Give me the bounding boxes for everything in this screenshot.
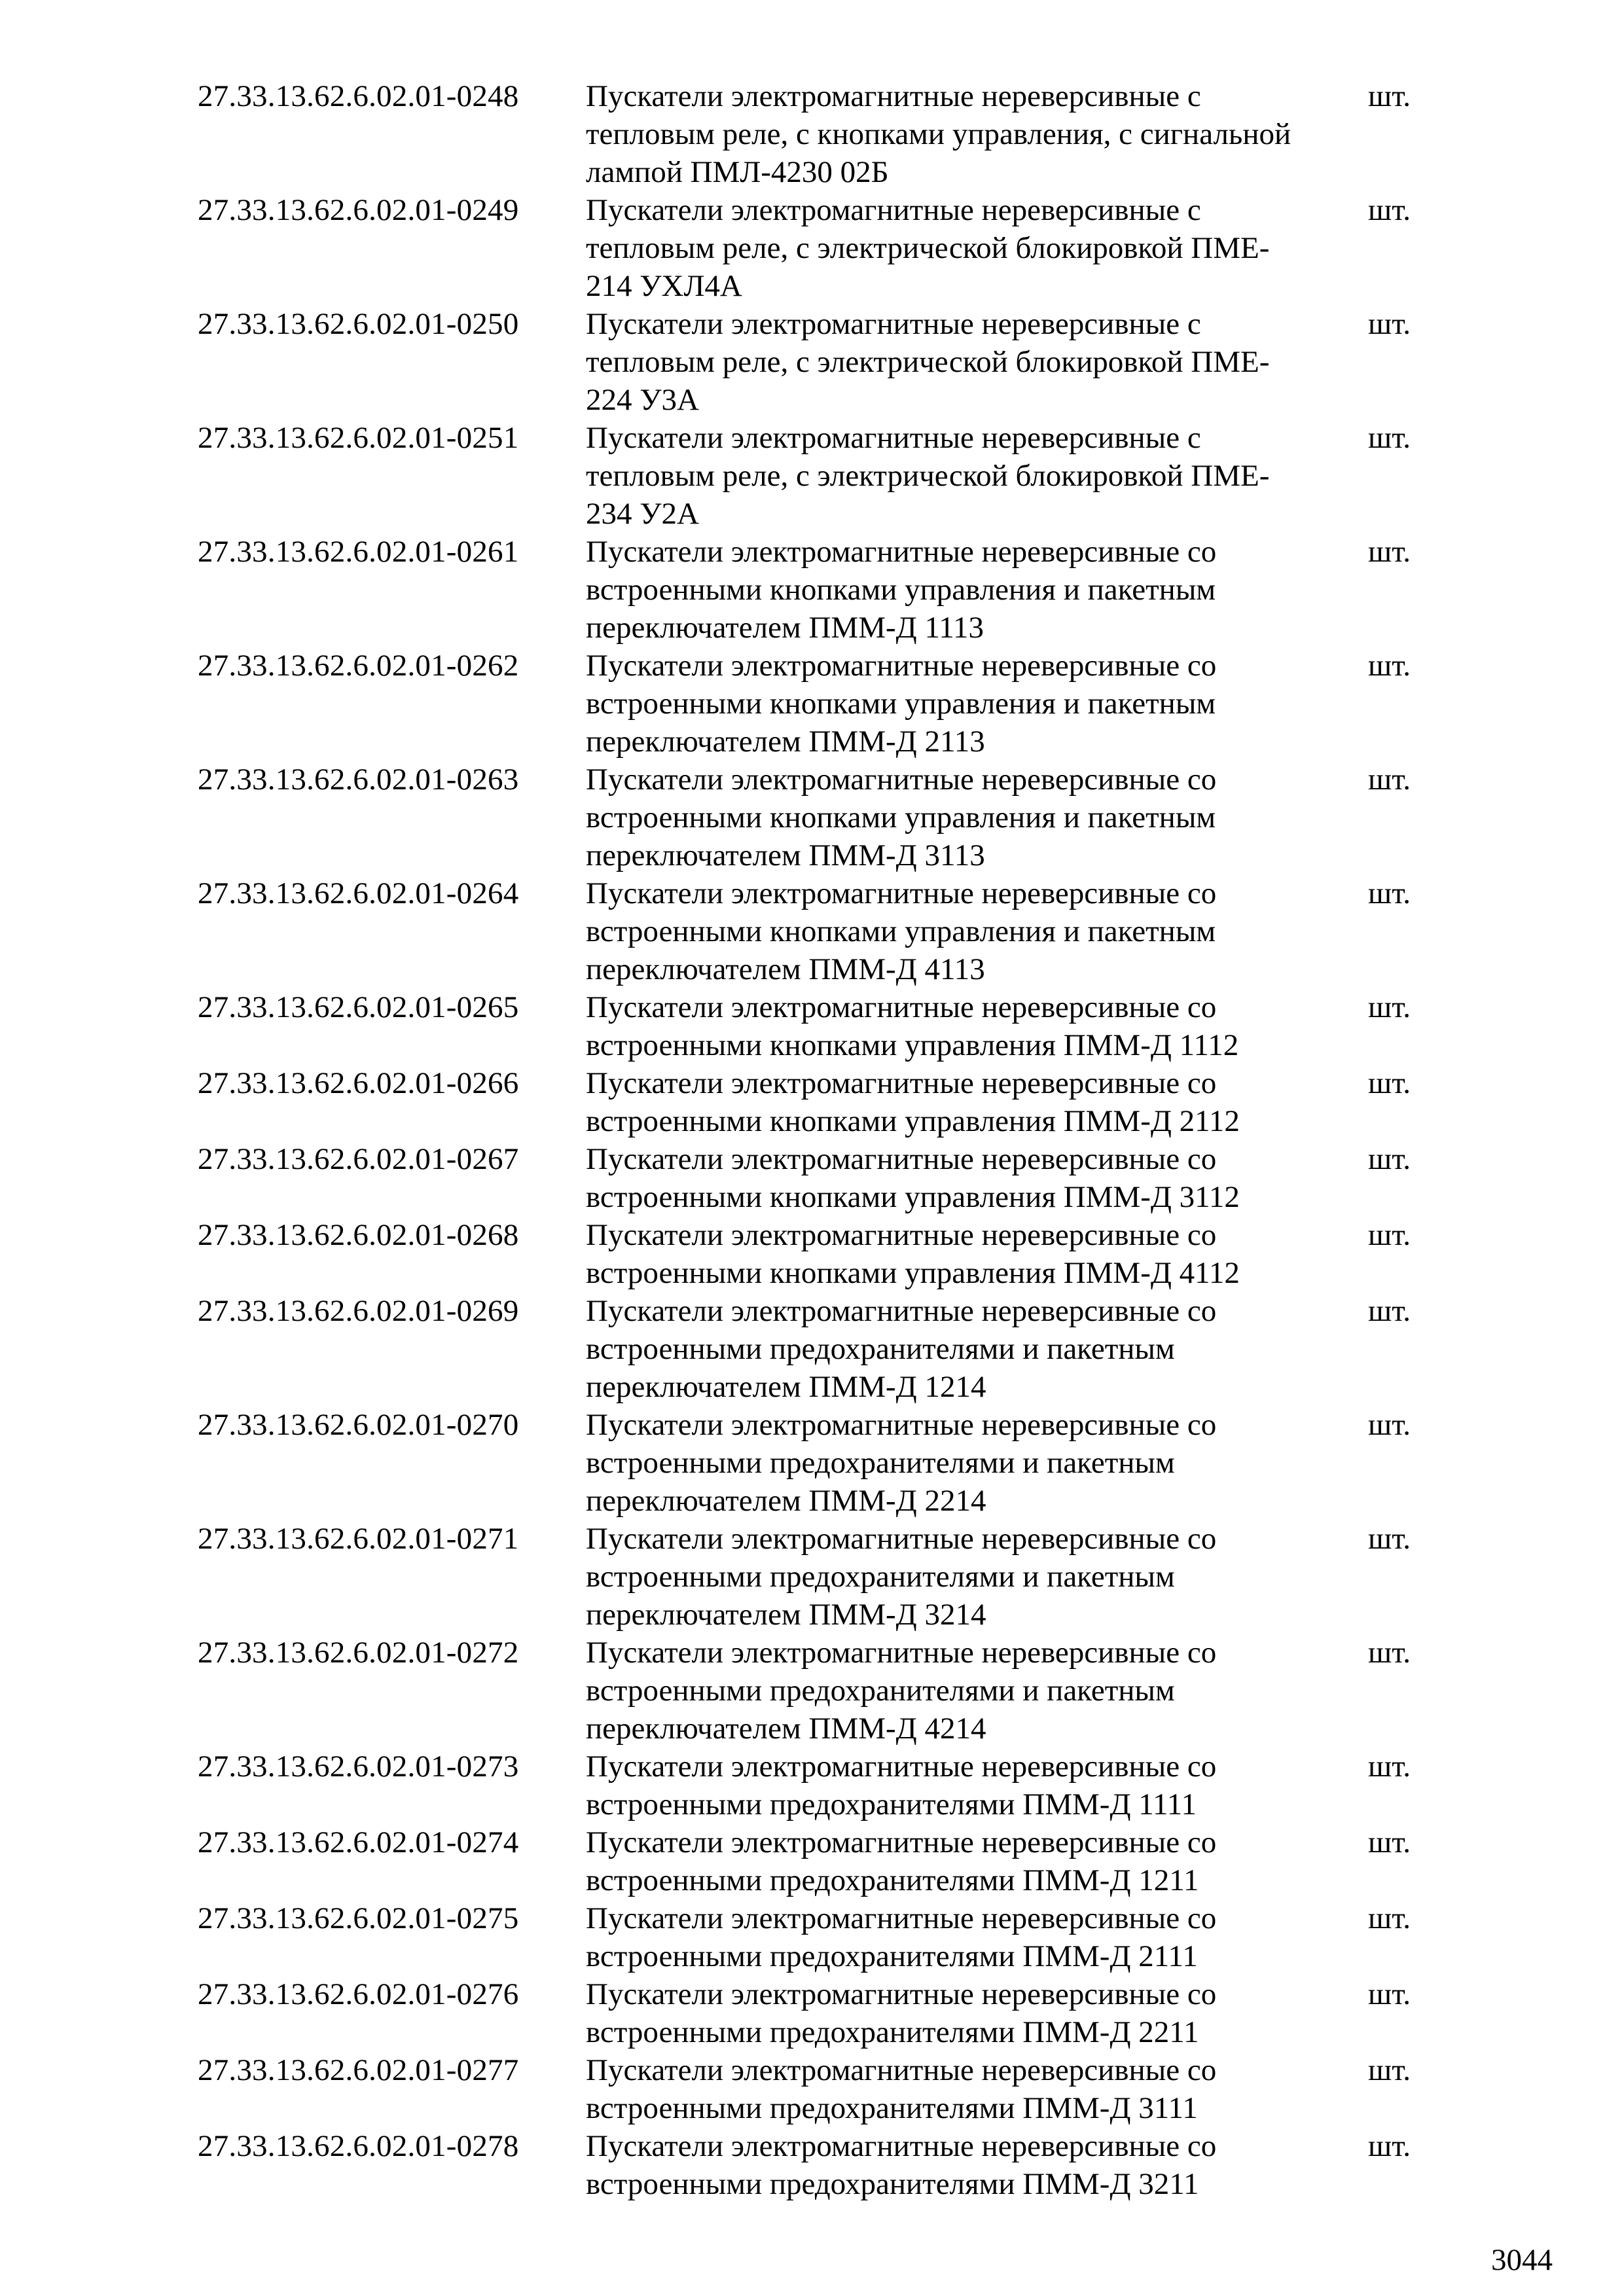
table-row [198, 1064, 1441, 1140]
resource-name: Пускатели электромагнитные нереверсивные со встроенными предохранителями ПММ-Д 1111 [586, 1749, 1217, 1821]
resource-name: Пускатели электромагнитные нереверсивные со встроенными предохранителями и пакетным переключателем ПММ-Д 3214 [586, 1522, 1217, 1632]
table-row [198, 1899, 1441, 1975]
resource-name: Пускатели электромагнитные нереверсивные со встроенными предохранителями ПММ-Д 3211 [586, 2129, 1217, 2201]
unit-of-measure: шт. [1368, 1825, 1411, 1859]
resource-code: 27.33.13.62.6.02.01-0248 [198, 79, 519, 113]
resource-name: Пускатели электромагнитные нереверсивные со встроенными предохранителями ПММ-Д 3111 [586, 2053, 1217, 2125]
resource-name: Пускатели электромагнитные нереверсивные со встроенными кнопками управления ПММ-Д 4112 [586, 1218, 1240, 1290]
resource-code: 27.33.13.62.6.02.01-0273 [198, 1749, 519, 1784]
unit-of-measure: шт. [1368, 2053, 1411, 2087]
resource-name: Пускатели электромагнитные нереверсивные со встроенными кнопками управления и пакетным переключателем ПММ-Д 4113 [586, 876, 1217, 986]
table-row [198, 647, 1441, 761]
unit-of-measure: шт. [1368, 193, 1411, 227]
resource-code: 27.33.13.62.6.02.01-0268 [198, 1218, 519, 1252]
resource-code: 27.33.13.62.6.02.01-0250 [198, 307, 519, 341]
resource-code: 27.33.13.62.6.02.01-0276 [198, 1977, 519, 2011]
table-row [198, 874, 1441, 988]
table-row [198, 77, 1441, 191]
table-row [198, 1975, 1441, 2051]
resource-name: Пускатели электромагнитные нереверсивные с тепловым реле, с электрической блокировкой ПМЕ- 234 У2А [586, 421, 1270, 531]
resource-code: 27.33.13.62.6.02.01-0251 [198, 421, 519, 455]
table-row [198, 419, 1441, 533]
unit-of-measure: шт. [1368, 535, 1411, 569]
unit-of-measure: шт. [1368, 1218, 1411, 1252]
resource-code: 27.33.13.62.6.02.01-0270 [198, 1408, 519, 1442]
resource-name: Пускатели электромагнитные нереверсивные со встроенными предохранителями и пакетным переключателем ПММ-Д 1214 [586, 1294, 1217, 1404]
table-row [198, 1748, 1441, 1823]
unit-of-measure: шт. [1368, 1522, 1411, 1556]
resource-name: Пускатели электромагнитные нереверсивные со встроенными предохранителями и пакетным переключателем ПММ-Д 4214 [586, 1636, 1217, 1746]
unit-of-measure: шт. [1368, 307, 1411, 341]
resource-name: Пускатели электромагнитные нереверсивные со встроенными предохранителями ПММ-Д 2211 [586, 1977, 1217, 2049]
unit-of-measure: шт. [1368, 1636, 1411, 1670]
resource-name: Пускатели электромагнитные нереверсивные со встроенными предохранителями ПММ-Д 1211 [586, 1825, 1217, 1897]
unit-of-measure: шт. [1368, 2129, 1411, 2163]
unit-of-measure: шт. [1368, 990, 1411, 1024]
unit-of-measure: шт. [1368, 1066, 1411, 1100]
table-row [198, 1406, 1441, 1520]
resource-table [198, 77, 1441, 2203]
resource-name: Пускатели электромагнитные нереверсивные со встроенными кнопками управления и пакетным переключателем ПММ-Д 3113 [586, 762, 1217, 872]
resource-code: 27.33.13.62.6.02.01-0262 [198, 649, 519, 683]
resource-name: Пускатели электромагнитные нереверсивные со встроенными кнопками управления ПММ-Д 1112 [586, 990, 1239, 1062]
unit-of-measure: шт. [1368, 762, 1411, 797]
resource-code: 27.33.13.62.6.02.01-0269 [198, 1294, 519, 1328]
table-row [198, 1216, 1441, 1292]
resource-code: 27.33.13.62.6.02.01-0265 [198, 990, 519, 1024]
resource-code: 27.33.13.62.6.02.01-0249 [198, 193, 519, 227]
resource-name: Пускатели электромагнитные нереверсивные со встроенными кнопками управления и пакетным переключателем ПММ-Д 2113 [586, 649, 1217, 759]
page-number: 3044 [1491, 2243, 1553, 2277]
table-row [198, 191, 1441, 305]
resource-name: Пускатели электромагнитные нереверсивные со встроенными кнопками управления ПММ-Д 2112 [586, 1066, 1240, 1138]
resource-code: 27.33.13.62.6.02.01-0267 [198, 1142, 519, 1176]
unit-of-measure: шт. [1368, 1408, 1411, 1442]
resource-name: Пускатели электромагнитные нереверсивные со встроенными предохранителями и пакетным переключателем ПММ-Д 2214 [586, 1408, 1217, 1518]
resource-name: Пускатели электромагнитные нереверсивные со встроенными предохранителями ПММ-Д 2111 [586, 1901, 1217, 1973]
unit-of-measure: шт. [1368, 876, 1411, 910]
resource-code: 27.33.13.62.6.02.01-0275 [198, 1901, 519, 1935]
table-row [198, 1634, 1441, 1748]
resource-code: 27.33.13.62.6.02.01-0266 [198, 1066, 519, 1100]
table-row [198, 2051, 1441, 2127]
resource-name: Пускатели электромагнитные нереверсивные со встроенными кнопками управления ПММ-Д 3112 [586, 1142, 1240, 1214]
resource-name: Пускатели электромагнитные нереверсивные с тепловым реле, с электрической блокировкой ПМЕ- 214 УХЛ4А [586, 193, 1270, 303]
table-row [198, 1292, 1441, 1406]
unit-of-measure: шт. [1368, 649, 1411, 683]
table-row [198, 1520, 1441, 1634]
unit-of-measure: шт. [1368, 1977, 1411, 2011]
resource-code: 27.33.13.62.6.02.01-0278 [198, 2129, 519, 2163]
resource-code: 27.33.13.62.6.02.01-0271 [198, 1522, 519, 1556]
table-row [198, 1140, 1441, 1216]
table-row [198, 305, 1441, 419]
unit-of-measure: шт. [1368, 1142, 1411, 1176]
unit-of-measure: шт. [1368, 1749, 1411, 1784]
table-row [198, 1823, 1441, 1899]
resource-code: 27.33.13.62.6.02.01-0277 [198, 2053, 519, 2087]
resource-code: 27.33.13.62.6.02.01-0272 [198, 1636, 519, 1670]
resource-code: 27.33.13.62.6.02.01-0263 [198, 762, 519, 797]
unit-of-measure: шт. [1368, 1901, 1411, 1935]
resource-code: 27.33.13.62.6.02.01-0264 [198, 876, 519, 910]
table-row [198, 533, 1441, 647]
resource-name: Пускатели электромагнитные нереверсивные с тепловым реле, с кнопками управления, с сигнальной лампой ПМЛ-4230 02Б [586, 79, 1291, 189]
table-row [198, 761, 1441, 874]
unit-of-measure: шт. [1368, 421, 1411, 455]
table-row [198, 988, 1441, 1064]
unit-of-measure: шт. [1368, 1294, 1411, 1328]
resource-name: Пускатели электромагнитные нереверсивные со встроенными кнопками управления и пакетным переключателем ПММ-Д 1113 [586, 535, 1217, 645]
table-row [198, 2127, 1441, 2203]
resource-code: 27.33.13.62.6.02.01-0261 [198, 535, 519, 569]
unit-of-measure: шт. [1368, 79, 1411, 113]
resource-code: 27.33.13.62.6.02.01-0274 [198, 1825, 519, 1859]
resource-name: Пускатели электромагнитные нереверсивные с тепловым реле, с электрической блокировкой ПМЕ- 224 У3А [586, 307, 1270, 417]
